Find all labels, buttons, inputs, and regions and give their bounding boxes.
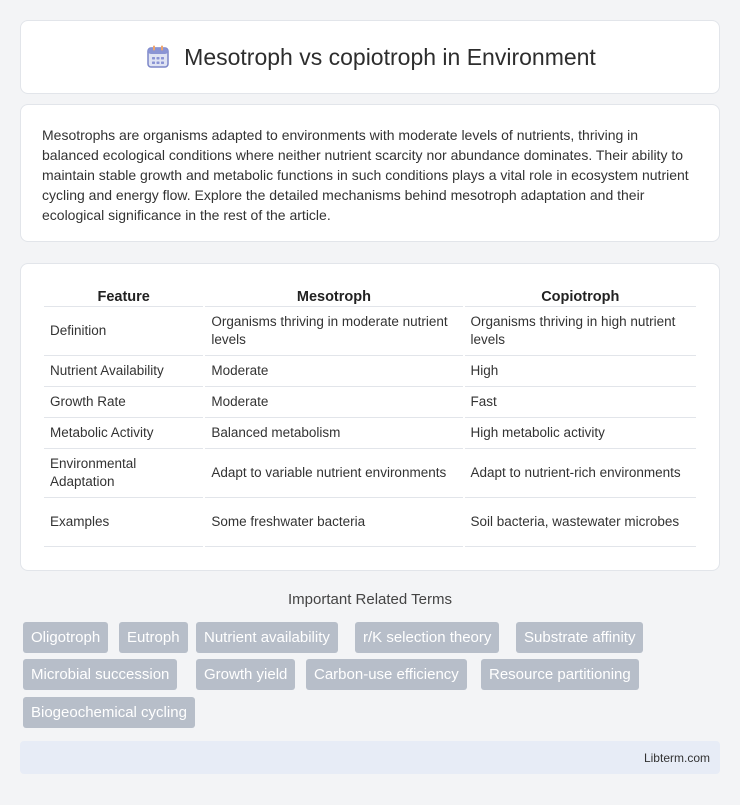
table-row [44, 418, 696, 449]
table-cell: Some freshwater bacteria [205, 498, 462, 547]
tag-growth-yield[interactable]: Growth yield [196, 659, 295, 690]
tag-biogeochemical-cycling[interactable]: Biogeochemical cycling [23, 697, 195, 728]
table-row [44, 356, 696, 387]
intro-card [20, 104, 720, 242]
tag-nutrient-availability[interactable]: Nutrient availability [196, 622, 338, 653]
tag-rk-selection-theory[interactable]: r/K selection theory [355, 622, 499, 653]
table-cell: Organisms thriving in high nutrient levels [465, 307, 696, 356]
table-cell: Definition [44, 307, 203, 356]
table-cell: High [465, 356, 696, 387]
table-cell: Moderate [205, 387, 462, 418]
footer [20, 741, 720, 774]
related-terms-title: Important Related Terms [288, 591, 452, 608]
table-header-row [44, 285, 696, 307]
table-cell: Organisms thriving in moderate nutrient levels [205, 307, 462, 356]
table-cell: Balanced metabolism [205, 418, 462, 449]
table-cell: Environmental Adaptation [44, 449, 203, 498]
table-row [44, 387, 696, 418]
table-row [44, 449, 696, 498]
comparison-table [42, 285, 698, 547]
header-mesotroph: Mesotroph [205, 285, 462, 307]
table-cell: Metabolic Activity [44, 418, 203, 449]
intro-text: Mesotrophs are organisms adapted to environments with moderate levels of nutrients, thriving in balanced ecological conditions where neither nutrient scarcity nor abundance dominates. Their ability to maintain stable growth and metabolic functions in such conditions plays a vital role in ecosystem nutrient cycling and energy flow. Explore the detailed mechanisms behind mesotroph adaptation and their ecological significance in the rest of the article. [42, 127, 689, 223]
tag-oligotroph[interactable]: Oligotroph [23, 622, 108, 653]
table-cell: Growth Rate [44, 387, 203, 418]
table-cell: Moderate [205, 356, 462, 387]
table-row [44, 307, 696, 356]
calendar-icon [144, 43, 172, 71]
table-cell: Examples [44, 498, 203, 547]
title-wrap [144, 43, 596, 71]
tag-eutroph[interactable]: Eutroph [119, 622, 188, 653]
header-card [20, 20, 720, 94]
tag-carbon-use-efficiency[interactable]: Carbon-use efficiency [306, 659, 467, 690]
table-cell: Adapt to variable nutrient environments [205, 449, 462, 498]
tag-substrate-affinity[interactable]: Substrate affinity [516, 622, 643, 653]
tag-resource-partitioning[interactable]: Resource partitioning [481, 659, 639, 690]
footer-site-link[interactable]: Libterm.com [643, 750, 710, 765]
tag-microbial-succession[interactable]: Microbial succession [23, 659, 177, 690]
page-title: Mesotroph vs copiotroph in Environment [184, 43, 596, 70]
table-cell: Fast [465, 387, 696, 418]
table-cell: Nutrient Availability [44, 356, 203, 387]
comparison-table-card [20, 263, 720, 571]
table-cell: Soil bacteria, wastewater microbes [465, 498, 696, 547]
table-cell: Adapt to nutrient-rich environments [465, 449, 696, 498]
header-feature: Feature [44, 285, 203, 307]
header-copiotroph: Copiotroph [465, 285, 696, 307]
table-cell: High metabolic activity [465, 418, 696, 449]
table-row [44, 498, 696, 547]
